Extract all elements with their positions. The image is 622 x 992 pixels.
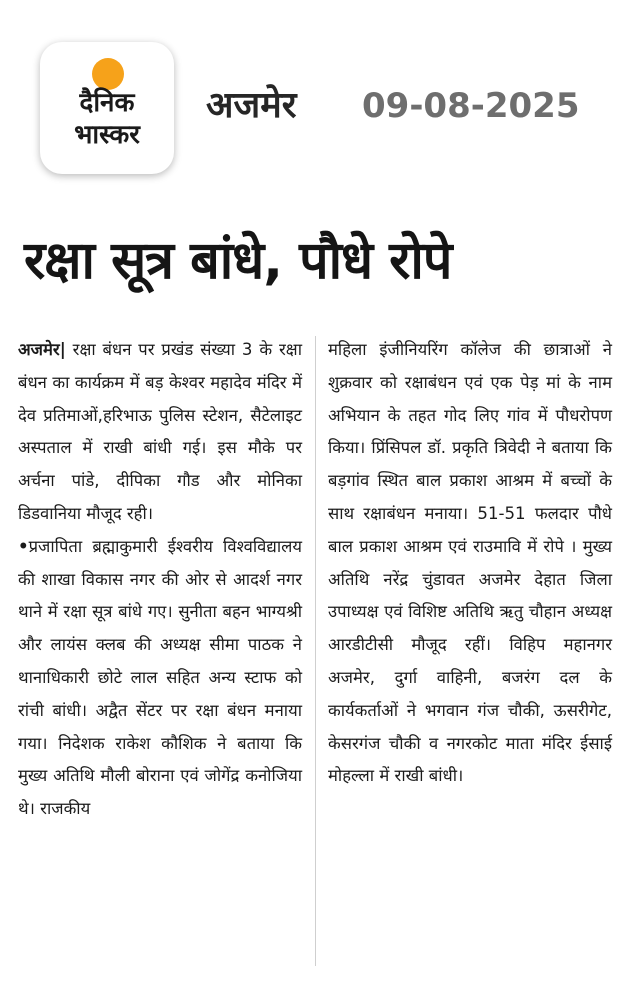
article-paragraph-2: [18, 531, 302, 826]
dainik-bhaskar-logo: [40, 42, 174, 174]
paragraph-2-text: प्रजापिता ब्रह्माकुमारी ईश्वरीय विश्वविद्यालय की शाखा विकास नगर की ओर से आदर्श नगर थाने में रक्षा सूत्र बांधे गए। सुनीता बहन भाग्यश्री और लायंस क्लब की अध्यक्ष सीमा पाठक ने थानाधिकारी छोटे लाल सहित अन्य स्टाफ को रांची बांधी। अद्वैत सेंटर पर रक्षा बंधन मनाया गया। निदेशक राकेश कौशिक ने बताया कि मुख्य अतिथि मौली बोराना एवं जोगेंद्र कनोजिया थे। राजकीय: [18, 536, 302, 819]
article-headline: रक्षा सूत्र बांधे, पौधे रोपे: [24, 231, 452, 291]
article-paragraph-1: [18, 334, 302, 531]
logo-text-bottom: भास्कर: [74, 120, 140, 150]
edition-date: 09-08-2025: [362, 86, 580, 126]
dateline: अजमेर|: [18, 340, 66, 359]
article-column-right: [328, 334, 612, 793]
page-header: [0, 0, 622, 200]
article-paragraph-3: [328, 334, 612, 793]
logo-text-top: दैनिक: [79, 88, 135, 118]
paragraph-3-text: महिला इंजीनियरिंग कॉलेज की छात्राओं ने शुक्रवार को रक्षाबंधन एवं एक पेड़ मां के नाम अभियान के तहत गोद लिए गांव में पौधरोपण किया। प्रिंसिपल डॉ. प्रकृति त्रिवेदी ने बताया कि बड़गांव स्थित बाल प्रकाश आश्रम में बच्चों के साथ रक्षाबंधन मनाया। 51-51 फलदार पौधे बाल प्रकाश आश्रम एवं राउमावि में रोपे । मुख्य अतिथि नरेंद्र चुंडावत अजमेर देहात जिला उपाध्यक्ष एवं विशिष्ट अतिथि ऋतु चौहान अध्यक्ष आरडीटीसी मौजूद रहीं। विहिप महानगर अजमेर, दुर्गा वाहिनी, बजरंग दल के कार्यकर्ताओं ने भगवान गंज चौकी, ऊसरीगेट, केसरगंज चौकी व नगरकोट माता मंदिर ईसाई मोहल्ला में राखी बांधी।: [328, 340, 612, 786]
bullet-icon: •: [18, 536, 29, 556]
paragraph-1-text: रक्षा बंधन पर प्रखंड संख्या 3 के रक्षा बंधन का कार्यक्रम में बड़ केश्वर महादेव मंदिर में देव प्रतिमाओं,हरिभाऊ पुलिस स्टेशन, सैटेलाइट अस्पताल में राखी बांधी गई। इस मौके पर अर्चना पांडे, दीपिका गौड और मोनिका डिडवानिया मौजूद रही।: [18, 340, 302, 523]
sun-icon: [92, 58, 124, 90]
article-column-left: [18, 334, 302, 826]
column-divider: [315, 336, 316, 966]
edition-name: अजमेर: [206, 85, 297, 126]
